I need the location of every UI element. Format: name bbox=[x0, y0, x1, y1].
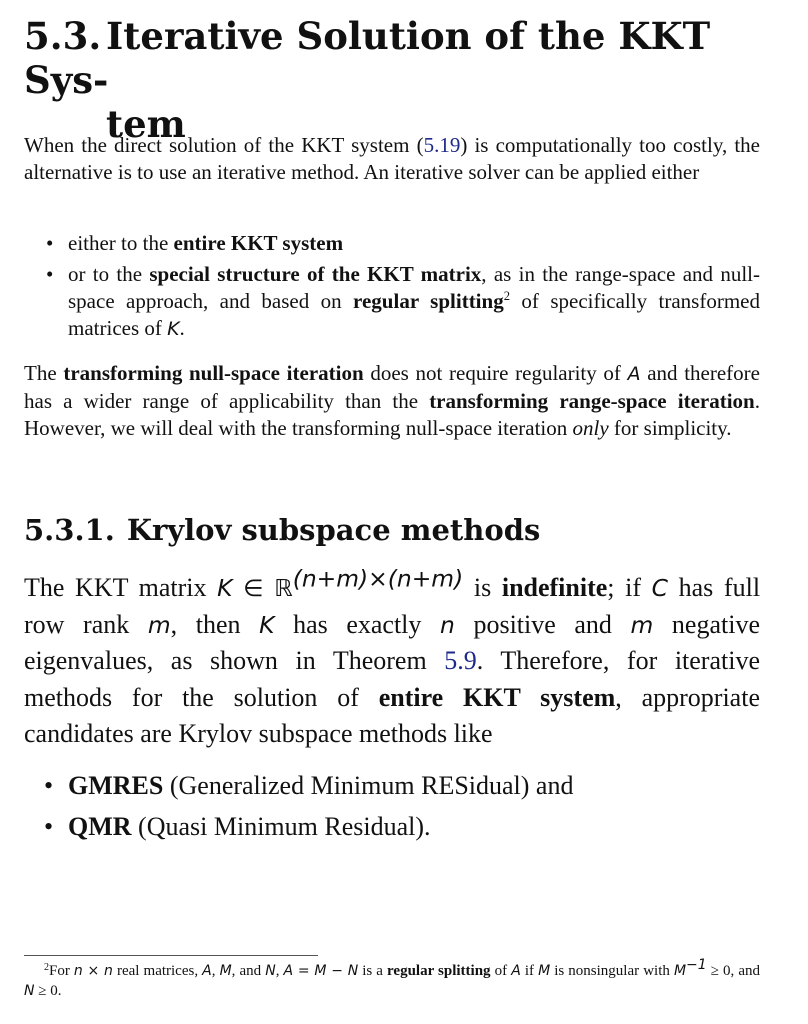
bold-term: special structure of the KKT matrix bbox=[149, 262, 482, 286]
text-run: for simplicity. bbox=[608, 416, 732, 440]
text-run: (Generalized Minimum RESidual) and bbox=[163, 771, 574, 800]
text-run: , bbox=[275, 963, 284, 979]
math-var: M bbox=[219, 963, 232, 979]
section-title-line1: Iterative Solution of the KKT Sys- bbox=[24, 14, 711, 102]
text-run: When the direct solution of the KKT system ( bbox=[24, 133, 424, 157]
text-run: ≥ 0, and bbox=[706, 963, 761, 979]
bold-term: regular splitting bbox=[353, 289, 504, 313]
equation-ref-link[interactable]: 5.19 bbox=[423, 133, 461, 157]
footnote-ref-mark[interactable]: 2 bbox=[503, 289, 510, 303]
subsection-title bbox=[24, 510, 540, 550]
math-symbol: ℝ bbox=[274, 574, 293, 602]
math-var: C bbox=[651, 574, 669, 602]
text-run: For bbox=[49, 963, 74, 979]
application-list bbox=[24, 230, 760, 347]
text-run: . bbox=[179, 316, 185, 340]
bold-term: transforming null-space iteration bbox=[63, 361, 364, 385]
list-item bbox=[24, 230, 760, 257]
text-run: ; if bbox=[607, 573, 652, 602]
math-var: A = M − N bbox=[283, 963, 359, 979]
krylov-paragraph bbox=[24, 564, 761, 753]
footnote bbox=[24, 957, 761, 1001]
text-run: or to the bbox=[68, 262, 150, 286]
math-var: N bbox=[265, 963, 276, 979]
math-var: K bbox=[167, 318, 180, 340]
section-number: 5.3. bbox=[24, 14, 102, 58]
text-run: , and bbox=[231, 963, 266, 979]
text-run: , bbox=[211, 963, 220, 979]
math-var: n × n bbox=[73, 963, 113, 979]
method-name: GMRES bbox=[68, 771, 164, 800]
theorem-ref-link[interactable]: 5.9 bbox=[444, 646, 477, 675]
bold-term: entire KKT system bbox=[378, 682, 616, 712]
footnote-mark: 2 bbox=[44, 962, 49, 973]
math-var: N bbox=[24, 983, 35, 999]
text-run: , appropriate candidates are Krylov subspace methods like bbox=[24, 682, 760, 748]
text-run: The KKT matrix bbox=[24, 573, 218, 602]
text-run: is nonsingular with bbox=[550, 963, 674, 979]
list-item bbox=[24, 809, 760, 845]
intro-paragraph bbox=[24, 132, 760, 186]
text-run: and therefore has a wider range of applicability than the bbox=[24, 361, 760, 413]
text-run: (Quasi Minimum Residual). bbox=[131, 812, 431, 841]
text-run: does not require regularity of bbox=[363, 361, 628, 385]
text-run: . Therefore, for iterative methods for the solution of bbox=[24, 646, 760, 712]
krylov-methods-list bbox=[24, 768, 760, 850]
math-var: M bbox=[538, 963, 551, 979]
math-var: A bbox=[511, 963, 521, 979]
section-title bbox=[24, 14, 784, 146]
math-var: A bbox=[627, 363, 641, 385]
text-run: if bbox=[520, 963, 539, 979]
math-exponent: −1 bbox=[686, 957, 707, 973]
math-var: A bbox=[202, 963, 212, 979]
math-var: m bbox=[147, 610, 171, 639]
subsection-title-text: Krylov subspace methods bbox=[126, 513, 541, 547]
bold-term: regular splitting bbox=[387, 963, 491, 979]
text-run: real matrices, bbox=[112, 963, 203, 979]
text-run: has full row rank bbox=[24, 573, 761, 639]
text-run: is a bbox=[358, 963, 388, 979]
text-run: negative eigenvalues, as shown in Theorem bbox=[24, 609, 760, 675]
math-var: m bbox=[630, 610, 654, 639]
bold-term: indefinite bbox=[501, 573, 608, 602]
text-run: has exactly bbox=[274, 609, 441, 639]
text-run: of bbox=[490, 963, 512, 979]
footnote-divider bbox=[24, 955, 318, 956]
math-exponent: (n+m)×(n+m) bbox=[292, 564, 464, 593]
list-item bbox=[24, 261, 760, 343]
list-item bbox=[24, 768, 760, 804]
bold-term: transforming range-space iteration bbox=[429, 389, 755, 413]
null-space-paragraph bbox=[24, 360, 760, 442]
text-run: is bbox=[463, 573, 502, 602]
math-var: K bbox=[259, 610, 275, 639]
bold-term: entire KKT system bbox=[173, 231, 344, 255]
text-run: positive and bbox=[454, 609, 631, 639]
method-name: QMR bbox=[68, 812, 132, 841]
subsection-number: 5.3.1. bbox=[24, 513, 115, 547]
emphasis: only bbox=[572, 416, 609, 440]
math-var: K bbox=[217, 574, 233, 602]
section-title-line2: tem bbox=[106, 102, 186, 146]
math-symbol: ∈ bbox=[243, 574, 264, 602]
text-run: of specifically transformed matrices of bbox=[68, 289, 760, 340]
math-var: M bbox=[673, 963, 687, 979]
text-run: ≥ 0. bbox=[34, 983, 62, 999]
text-run: , then bbox=[170, 609, 260, 639]
text-run: ) is computationally too costly, the alternative is to use an iterative method. An iterative solver can be applied either bbox=[24, 133, 760, 184]
text-run: . However, we will deal with the transforming null-space iteration bbox=[24, 389, 760, 440]
text-run: either to the bbox=[68, 231, 174, 255]
text-run: , as in the range-space and null-space approach, and based on bbox=[68, 262, 760, 313]
text-run: The bbox=[24, 361, 64, 385]
math-var: n bbox=[440, 610, 455, 639]
